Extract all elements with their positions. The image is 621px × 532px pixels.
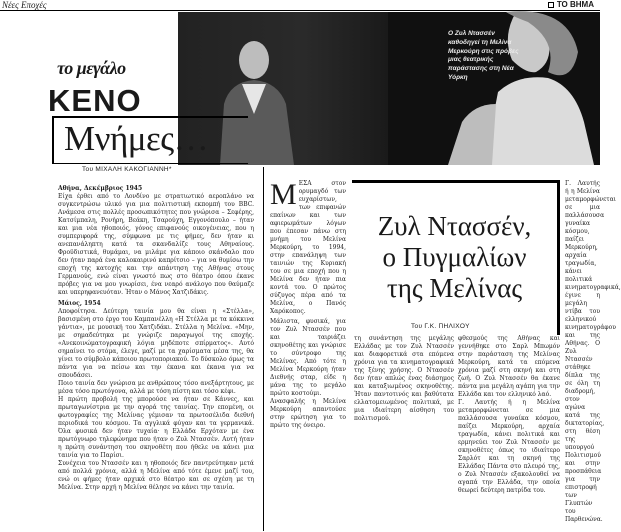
article1-title: Μνήμες… xyxy=(64,119,209,158)
article2-column xyxy=(270,318,346,530)
article2-paragraph: Ανασφαλής η Μελίνα Μερκούρη απαντούσε στην ερώτηση για το πρώτο της όνειρο. xyxy=(270,398,346,429)
article2-paragraph: Γ. Λαυτής ή η Μελίνα μεταμορφώνεται σε μια παλλάσουσα γυναίκα κόσμου, παίζει Μερκούρη, αρχαία τραγωδία, κάνει πολιτικά και ερμηνεύει τον Ζυλ Ντασσέν με σκηνοθέτες όπως το ιδιαίτερο Σαρλότ και τη σκηνή της Ελλάδας Πάντα στο πλευρό της, ο Ζυλ Ντασσέν εξακολουθεί να αγαπά την Ελλάδα, την οποία θεωρεί δεύτερη πατρίδα του. xyxy=(458,399,560,494)
article2-paragraph: Μάλιστα, φυσικά, για τον Ζυλ Ντασσέν που και ταιριάζει σκηνοθέτης και γνώρισε το σύντροφο της Μελίνας. Από τότε η Μελίνα Μερκούρη ήταν Διεθνής σταρ, είδε η μάνα της το μεγάλο πρώτο κοστούμι. xyxy=(270,318,346,397)
article2-paragraph: φθεσμούς της Αθήνας και γεννήθηκε στο Σαρλ Μπωμόν στην παράσταση της Μελίνας Μερκούρη, κατά τα επόμενα χρόνια μαζί στη σκηνή και στη ζωή. Ο Ζυλ Ντασσέν θα έκανε πάντα μια μεγάλη αγάπη για την Ελλάδα και τον ελληνικό λαό. xyxy=(458,335,560,398)
article1-paragraph: Η πρώτη προβολή της μπορούσε να ήταν σε Κάννες, και πρωταγωνίστρια με την αγορά της ταινίας. Την επομένη, οι φωτογραφίες της Μελίνας γέμισαν τα πρωτοσέλιδα διεθνή περιοδικά του κόσμου. Τα αγγλικά φύγαν και τα γερμανικά. Όλα φυσικά δεν ήταν τυχαία· η Ελλάδα Ερχόταν με ένα πρωτόγνωρο τηλεφώνημα που ήταν ο Ζυλ Ντασσέν. Αυτή ήταν η πρώτη συνάντηση του σκηνοθέτη που ήθελε να κάνει μια ταινία για το Παρίσι. xyxy=(58,396,254,459)
article1-paragraph: Συνέχεια του Ντασσέν και η ηθοποιός δεν παντρεύτηκαν μετά από πολλά χρόνια, αλλά η Μελίνα από τότε έμενε μαζί του, ενώ οι φήμες ήταν αρχικά στο θέατρο και σε σχέση με τη Μελίνα. Στην αρχή η Μελίνα θέλησε να κάνει την ταινία. xyxy=(58,460,254,491)
square-icon xyxy=(548,2,554,8)
article1-paragraph: Αποφοίτησα. Δεύτερη ταινία μου θα είναι η «Στέλλα», βασισμένη στο έργο του Καμπανέλλη «Η Στέλλα με τα κόκκινα γάντια», με μουσική του Χατζιδάκι. Στέλλα η Μελίνα. «Μην, με σημαδεύτηκα με γνώριζε παραγωγοί της εποχής. «Ανεκοινώματογραφική λόγια μηδέποτε σπίρματος». Αυτό σημαίνει το στόμα, έλεγε, μαζί με τα χαρίσματα μέσα της, θα γίνει το σύμβολο κάποιου πρωτοποριακού. Το δύσκολο όμως τα πάντα για να πείσω και την έκανα και έκανα για να σπουδάσει. xyxy=(58,308,254,379)
article2-headline-box xyxy=(352,180,560,335)
section-title: Νέες Εποχές xyxy=(2,0,47,10)
article1-date1: Αθήνα, Δεκέμβριος 1945 xyxy=(58,185,143,192)
article1-paragraph: Είχα έρθει από το Λονδίνο με στρατιωτικό αεροπλάνο να συγκεντρώσω υλικό για μια πολιτιστική εκπομπή του BBC. Ανάμεσα στις πολλές προσωπικότητες που γνώρισα – Σεφέρης, Κατσίμπαλη, Ρονήρη, Βεάκη, Τσαρούχη, Εγγονόπουλο – ήταν και μια νέα ηθοποιός, γόνος επιφανούς οικογένειας, που η συμπεριφορά της, σύμφωνα με τις φήμες, δεν ήταν κι ανεπανάληπτη κατά τα σκανδαλίζε τους Αθηναίους. Φροϋδιστικά, θυμάμαι, να μιλάμε για κάποιο σκάνδαλο που δεν ήταν παρά ένα καλοκαιρινό καπρίτσιο – για να θυμίσω την εποχή της κατοχής και την απάντηση της Αθήνας στους Γερμανούς, ενώ είναι γνωστό πως στο θέατρο όπου έκανε πρόβες για να μου γνωρίσει, ένα νεαρό ανάλογο που θαύμαζε και υπερηφανευόταν. Ήταν ο Μάνος Χατζιδάκις. xyxy=(58,193,254,296)
kicker-line2: ΚΕΝΟ xyxy=(48,83,142,118)
article2-paragraph: Γ. Λαυτής ή η Μελίνα μεταμορφώνεται σε μια παλλάσουσα γυναίκα κόσμου, παίζει Μερκούρη, αρχαία τραγωδία, κάνει πολιτικά κινηματογραφικά, έγινε η μεγάλη ντίβα του ελληνικού κινηματογράφου και της Αθήνας. Ο Ζυλ Ντασσέν στάθηκε δίπλα της σε όλη τη διαδρομή, στον αγώνα κατά της δικτατορίας, στη θέση της υπουργού Πολιτισμού και στην προσπάθεια για την επιστροφή των Γλυπτών του Παρθενώνα. xyxy=(565,180,621,523)
article2-title-line: της Μελίνας xyxy=(386,273,523,303)
article2-column xyxy=(354,335,454,530)
top-rule xyxy=(0,10,600,11)
newspaper-name-label: ΤΟ ΒΗΜΑ xyxy=(556,0,594,9)
article1-date2: Μάιος, 1954 xyxy=(58,300,101,307)
column-divider xyxy=(263,167,264,531)
article2-byline: Του Γ.Κ. ΠΗΛΙΧΟΥ xyxy=(411,323,470,330)
article2-paragraph: ΕΣΑ στον ορυμαγδό των ευχαρίστων, των επιφανών επαίνων και των αφιερωμάτων λόγων που έπεσαν πάνω στη μνήμη του Μελίνα Μερκούρη, το 1994, στην επανάληψη των ταινιών της Κυριακή του σε μια εποχή που η Μελίνα δεν ήταν πια κοντά του. Ο πρώτος σύζυγος πέρα από τα Μελίνα, ο Πανός Χαρόκοπος. xyxy=(270,180,346,315)
article2-paragraph: τη συνάντηση της μεγάλης Ελλάδας με τον Ζυλ Ντασσέν και διαφορετικά στα επόμενα χρόνια για τα κινηματογραφικά της ξένης χρήσης. Ο Ντασσέν δεν ήταν απλώς ένας διάσημος και καταξιωμένος σκηνοθέτης. Ήταν παντοτινός και βαθύτατα ελλατομειωμένος πολιτικά, με μια ιδιαίτερη αίσθηση του πολιτισμού. xyxy=(354,335,454,422)
article2-intro xyxy=(270,180,346,316)
article2-title xyxy=(352,211,557,304)
article2-side-column xyxy=(565,180,621,530)
article1-headline-box xyxy=(52,116,248,164)
article2-title-line: Ζυλ Ντασσέν, xyxy=(377,211,532,241)
article2-column xyxy=(458,335,560,530)
article2-title-line: ο Πυγμαλίων xyxy=(382,242,527,272)
article1-paragraph: Ποιο ταινία δεν γνώρισα με ανθρώπους τόσο ανεξάρτητους, με μέσα τόσο πρωτόγονα, αλλά με τόση πίστη και τόσο κέφι. xyxy=(58,380,254,395)
article2-dropcap: Μ xyxy=(270,178,297,211)
kicker-line1: το μεγάλο xyxy=(57,58,126,78)
newspaper-name xyxy=(548,0,594,9)
photo-caption: Ο Ζυλ Ντασσέν καθοδηγεί τη Μελίνα Μερκούρη στις πρόβες μιας θεατρικής παράστασης στη Νέα Υόρκη xyxy=(448,30,519,81)
article1-byline: Του ΜΙΧΑΛΗ ΚΑΚΟΓΙΑΝΝΗ* xyxy=(82,166,172,173)
article1-body xyxy=(58,182,254,530)
